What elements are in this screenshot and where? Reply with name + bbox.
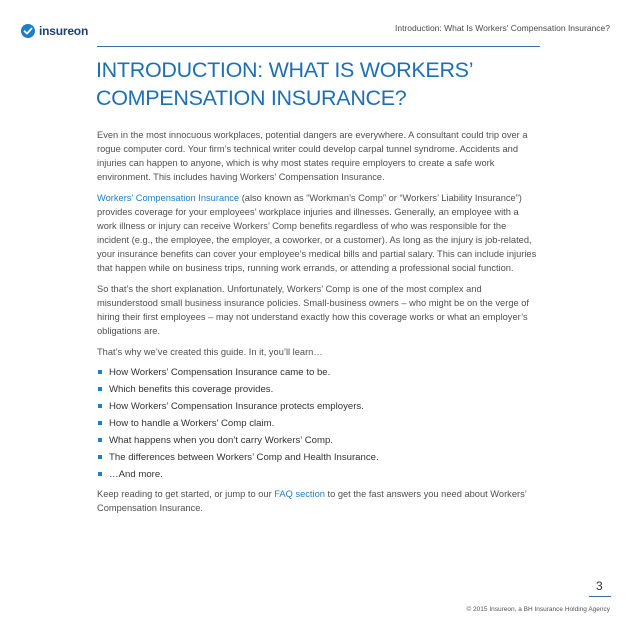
definition-paragraph bbox=[97, 191, 537, 275]
closing-paragraph-start: Keep reading to get started, or jump to our bbox=[97, 489, 275, 499]
bullet-square-icon bbox=[98, 421, 102, 425]
list-item bbox=[97, 468, 537, 481]
list-item bbox=[97, 451, 537, 464]
insureon-logo-icon bbox=[20, 23, 36, 39]
list-item bbox=[97, 366, 537, 379]
running-header-title: Introduction: What Is Workers' Compensation Insurance? bbox=[394, 23, 610, 33]
definition-paragraph-text: (also known as “Workman’s Comp” or “Workers’ Liability Insurance”) provides coverage for your employees’ workplace injuries and illnesses. Generally, an employee with a work illness or injury can receive Workers’ Comp benefits regardless of who was responsible for the incident (e.g., the employee, the employer, a coworker, or a customer). As long as the injury is job-related, your insurance benefits can cover your employee’s medical bills and partial salary. This can include injuries that happen while on business trips, running work errands, or attending a professional social function. bbox=[97, 193, 537, 273]
bullet-square-icon bbox=[98, 404, 102, 408]
list-item-text: How Workers’ Compensation Insurance came to be. bbox=[109, 367, 331, 378]
bullet-square-icon bbox=[98, 370, 102, 374]
page-title-line-2: COMPENSATION INSURANCE? bbox=[96, 86, 407, 110]
page-title-line-1: INTRODUCTION: WHAT IS WORKERS’ bbox=[96, 58, 474, 82]
complexity-paragraph: So that’s the short explanation. Unfortunately, Workers’ Comp is one of the most complex and misunderstood small business insurance policies. Small-business owners – who might be on the verge of hiring their first employees – may not understand exactly how this coverage works or what an employer’s obligations are. bbox=[97, 284, 530, 336]
page-number-divider bbox=[589, 596, 611, 597]
list-item bbox=[97, 417, 537, 430]
list-item-text: …And more. bbox=[109, 469, 163, 480]
logo-wordmark: insureon bbox=[39, 24, 89, 38]
faq-section-link[interactable]: FAQ section bbox=[274, 489, 325, 499]
bullet-square-icon bbox=[98, 472, 102, 476]
page-title bbox=[96, 56, 596, 112]
bullet-square-icon bbox=[98, 387, 102, 391]
list-item-text: Which benefits this coverage provides. bbox=[109, 384, 274, 395]
guide-intro-paragraph: That’s why we’ve created this guide. In it, you’ll learn… bbox=[97, 347, 323, 357]
workers-comp-link[interactable]: Workers’ Compensation Insurance bbox=[97, 193, 240, 203]
list-item bbox=[97, 400, 537, 413]
list-item-text: What happens when you don’t carry Workers’ Comp. bbox=[109, 435, 333, 446]
learning-list bbox=[97, 366, 537, 481]
footer-copyright: © 2015 Insureon, a BH Insurance Holding Agency bbox=[466, 606, 610, 613]
closing-paragraph bbox=[97, 487, 537, 515]
insureon-logo bbox=[20, 23, 88, 39]
page-number: 3 bbox=[596, 579, 603, 593]
bullet-square-icon bbox=[98, 438, 102, 442]
list-item-text: The differences between Workers’ Comp and Health Insurance. bbox=[109, 452, 379, 463]
bullet-square-icon bbox=[98, 455, 102, 459]
list-item bbox=[97, 434, 537, 447]
list-item-text: How Workers’ Compensation Insurance protects employers. bbox=[109, 401, 364, 412]
list-item bbox=[97, 383, 537, 396]
header-divider bbox=[97, 46, 540, 47]
closing-paragraph-end: to get the fast answers you need about Workers’ Compensation Insurance. bbox=[97, 489, 527, 513]
body-content bbox=[97, 128, 537, 522]
list-item-text: How to handle a Workers’ Comp claim. bbox=[109, 418, 275, 429]
intro-paragraph: Even in the most innocuous workplaces, potential dangers are everywhere. A consultant could trip over a rogue computer cord. Your firm’s technical writer could develop carpal tunnel syndrome. Accidents and injuries can happen to anyone, which is why most states require employers to create a safe work environment. This includes having Workers’ Compensation Insurance. bbox=[97, 130, 528, 182]
